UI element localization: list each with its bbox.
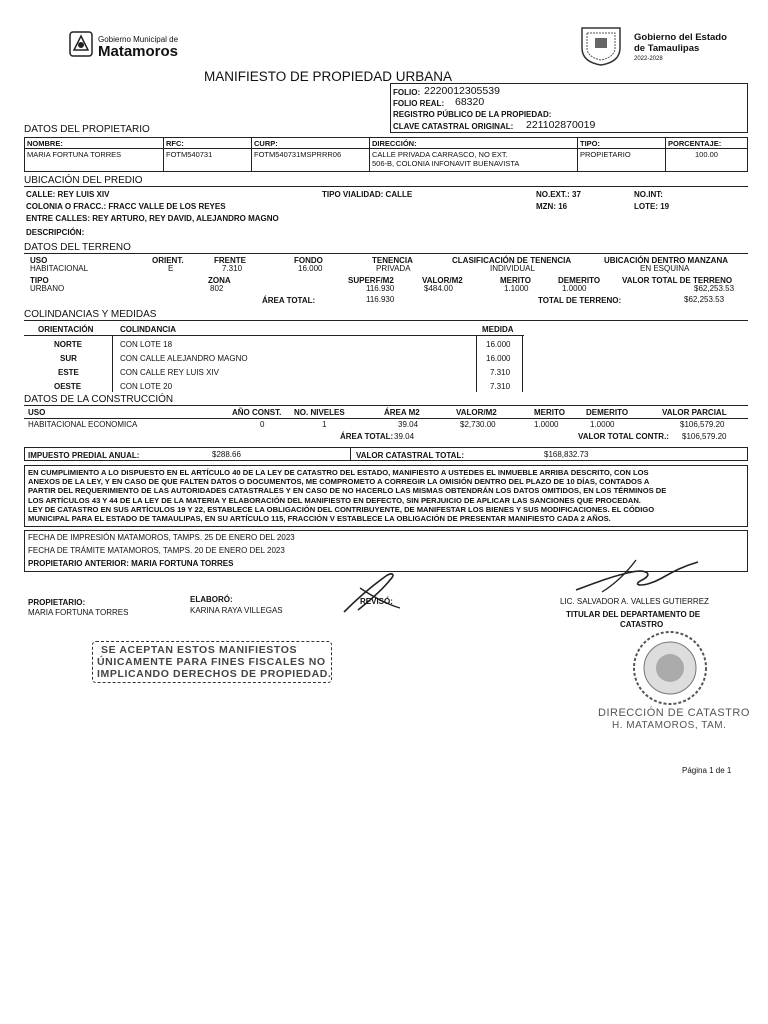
firma-propietario-label: PROPIETARIO: <box>28 598 86 607</box>
terreno-superf-label: SUPERF/M2 <box>348 276 394 285</box>
titular-line2: CATASTRO <box>620 620 664 629</box>
construccion-uso: HABITACIONAL ECONOMICA <box>28 420 138 429</box>
terreno-clasificacion-label: CLASIFICACIÓN DE TENENCIA <box>452 256 572 265</box>
terreno-total-terreno-label: TOTAL DE TERRENO: <box>538 296 622 305</box>
terreno-tipo-label: TIPO <box>30 276 49 285</box>
construccion-header-merito: MERITO <box>534 408 565 417</box>
construccion-area-total-label: ÁREA TOTAL: <box>340 432 394 441</box>
clave-label: CLAVE CATASTRAL ORIGINAL: <box>393 122 514 131</box>
construccion-valor-parcial: $106,579.20 <box>680 420 725 429</box>
seal-line1: DIRECCIÓN DE CATASTRO <box>598 707 750 719</box>
titular-line1: TITULAR DEL DEPARTAMENTO DE <box>566 610 701 619</box>
colindancias-header-divider <box>24 335 524 336</box>
predio-calle: CALLE: REY LUIS XIV <box>26 190 110 199</box>
terreno-total-terreno-value: $62,253.53 <box>684 295 725 304</box>
impuesto-label: IMPUESTO PREDIAL ANUAL: <box>28 451 140 460</box>
colindancias-col-divider-3 <box>522 335 523 392</box>
propietario-anterior: PROPIETARIO ANTERIOR: MARIA FORTUNA TORRES <box>28 559 234 568</box>
fecha-impresion: FECHA DE IMPRESIÓN MATAMOROS, TAMPS. 25 DE ENERO DEL 2023 <box>28 533 295 542</box>
propietario-header-curp: CURP: <box>251 137 370 149</box>
construccion-header-underline <box>24 418 748 419</box>
municipal-emblem-icon <box>68 30 94 58</box>
construccion-area-total-value: 39.04 <box>394 432 415 441</box>
propietario-rfc: FOTM540731 <box>163 148 252 172</box>
municipal-logo <box>68 28 208 62</box>
propietario-curp: FOTM540731MSPRRR06 <box>251 148 370 172</box>
seal-line2: H. MATAMOROS, TAM. <box>612 720 727 731</box>
state-logo <box>578 24 748 68</box>
construccion-header-area: ÁREA M2 <box>384 408 420 417</box>
section-terreno-title: DATOS DEL TERRENO <box>24 242 131 253</box>
section-colindancias-title: COLINDANCIAS Y MEDIDAS <box>24 309 157 320</box>
catastro-seal-icon <box>620 628 720 708</box>
terreno-orient-label: ORIENT. <box>152 256 184 265</box>
colindancia-row-1-orientacion: NORTE <box>54 340 82 349</box>
terreno-divider <box>24 253 748 254</box>
terreno-valorm2-label: VALOR/M2 <box>422 276 463 285</box>
titular-name: LIC. SALVADOR A. VALLES GUTIERREZ <box>560 597 709 606</box>
predio-lote: LOTE: 19 <box>634 202 670 211</box>
predio-entre-calles: ENTRE CALLES: REY ARTURO, REY DAVID, ALEJANDRO MAGNO <box>26 214 279 223</box>
state-logo-line2: de Tamaulipas <box>634 43 700 54</box>
terreno-clasificacion-value: INDIVIDUAL <box>490 264 535 273</box>
propietario-tipo: PROPIETARIO <box>577 148 666 172</box>
folio-real-value: 68320 <box>455 96 485 108</box>
terreno-fondo-label: FONDO <box>294 256 323 265</box>
terreno-valor-total-label: VALOR TOTAL DE TERRENO <box>622 276 733 285</box>
section-predio-title: UBICACIÓN DEL PREDIO <box>24 175 143 186</box>
construccion-niveles: 1 <box>322 420 327 429</box>
predio-mzn: MZN: 16 <box>536 202 568 211</box>
predio-no-ext: NO.EXT.: 37 <box>536 190 581 199</box>
firma-reviso-label: REVISÓ: <box>360 597 393 606</box>
colindancia-row-2-orientacion: SUR <box>60 354 77 363</box>
construccion-merito: 1.0000 <box>534 420 559 429</box>
terreno-zona-label: ZONA <box>208 276 231 285</box>
terreno-demerito-label: DEMERITO <box>558 276 601 285</box>
stamp-line1: SE ACEPTAN ESTOS MANIFIESTOS <box>101 644 298 656</box>
legal-line-5: LEY DE CATASTRO EN SUS ARTÍCULOS 19 Y 22, ESTABLECE LA OBLIGACIÓN DEL CONTRIBUYENTE, DE MANIFESTAR LOS BIENES Y SUS MODIFICACIONES. EL CÓDIGO <box>28 505 655 514</box>
predio-colonia: COLONIA O FRACC.: FRACC VALLE DE LOS REYES <box>26 202 226 211</box>
terreno-merito-label: MERITO <box>500 276 531 285</box>
stamp-line2: ÚNICAMENTE PARA FINES FISCALES NO <box>97 656 326 668</box>
construccion-valorm2: $2,730.00 <box>460 420 496 429</box>
colindancia-row-4-orientacion: OESTE <box>54 382 82 391</box>
colindancia-row-2-colindancia: CON CALLE ALEJANDRO MAGNO <box>120 354 248 363</box>
legal-line-1: EN CUMPLIMIENTO A LO DISPUESTO EN EL ARTÍCULO 40 DE LA LEY DE CATASTRO DEL ESTADO, MANIFIESTO A USTEDES EL INMUEBLE ARRIBA DESCRITO, CON LOS <box>28 468 649 477</box>
construccion-valor-total-label: VALOR TOTAL CONTR.: <box>578 432 669 441</box>
firma-elaboro-label: ELABORÓ: <box>190 595 233 604</box>
terreno-tenencia-label: TENENCIA <box>372 256 413 265</box>
construccion-header-anio: AÑO CONST. <box>232 408 282 417</box>
legal-line-6: MUNICIPAL PARA EL ESTADO DE TAMAULIPAS, EN SU ARTÍCULO 115, FRACCIÓN V ESTABLECE LA OBLIGACIÓN DE PRESENTAR MANIFIESTO CADA 2 AÑOS. <box>28 514 611 523</box>
propietario-header-direccion: DIRECCIÓN: <box>369 137 578 149</box>
impuesto-divider <box>350 447 351 461</box>
propietario-direccion <box>369 148 578 172</box>
folio-label: FOLIO: <box>393 88 421 97</box>
construccion-header-demerito: DEMERITO <box>586 408 629 417</box>
direccion-line2: 506-B, COLONIA INFONAVIT BUENAVISTA <box>372 159 520 168</box>
registro-label: REGISTRO PÚBLICO DE LA PROPIEDAD: <box>393 110 552 119</box>
terreno-ubicacion-label: UBICACIÓN DENTRO MANZANA <box>604 256 728 265</box>
folio-real-label: FOLIO REAL: <box>393 99 445 108</box>
folio-value: 2220012305539 <box>424 85 500 97</box>
colindancia-row-3-medida: 7.310 <box>490 368 511 377</box>
propietario-header-rfc: RFC: <box>163 137 252 149</box>
construccion-demerito: 1.0000 <box>590 420 615 429</box>
construccion-anio: 0 <box>260 420 265 429</box>
page-number: Página 1 de 1 <box>682 766 732 775</box>
propietario-nombre: MARIA FORTUNA TORRES <box>24 148 164 172</box>
construccion-divider <box>24 405 748 406</box>
predio-divider <box>24 186 748 187</box>
terreno-fondo-value: 16.000 <box>298 264 323 273</box>
terreno-area-total-label: ÁREA TOTAL: <box>262 296 316 305</box>
propietario-header-porcentaje: PORCENTAJE: <box>665 137 748 149</box>
clave-value: 22110287001​9 <box>526 119 596 131</box>
legal-line-2: ANEXOS DE LA LEY, Y EN CASO DE QUE FALTEN DATOS O DOCUMENTOS, ME COMPROMETO A CORREGIR LA OMISIÓN DENTRO DEL PLAZO DE 10 DÍAS, CONTADOS A <box>28 477 650 486</box>
colindancia-row-1-colindancia: CON LOTE 18 <box>120 340 173 349</box>
construccion-header-uso: USO <box>28 408 46 417</box>
terreno-ubicacion-value: EN ESQUINA <box>640 264 690 273</box>
terreno-valorm2-value: $484.00 <box>424 284 453 293</box>
municipal-logo-line1: Gobierno Municipal de <box>98 35 179 44</box>
valor-catastral-label: VALOR CATASTRAL TOTAL: <box>356 451 464 460</box>
colindancias-header-colindancia: COLINDANCIA <box>120 325 176 334</box>
terreno-demerito-value: 1.0000 <box>562 284 587 293</box>
terreno-valor-total-value: $62,253.53 <box>694 284 735 293</box>
terreno-uso-value: HABITACIONAL <box>30 264 89 273</box>
terreno-merito-value: 1.1000 <box>504 284 529 293</box>
state-logo-line1: Gobierno del Estado <box>634 32 727 43</box>
colindancia-row-4-medida: 7.310 <box>490 382 511 391</box>
fecha-tramite: FECHA DE TRÁMITE MATAMOROS, TAMPS. 20 DE ENERO DEL 2023 <box>28 546 285 555</box>
colindancias-col-divider-1 <box>112 335 113 392</box>
colindancias-header-orientacion: ORIENTACIÓN <box>38 325 94 334</box>
propietario-porcentaje: 100.00 <box>665 148 748 172</box>
municipal-logo-line2: Matamoros <box>98 43 179 60</box>
direccion-line1: CALLE PRIVADA CARRASCO, NO EXT. <box>372 150 508 159</box>
reviso-signature <box>338 568 418 618</box>
construccion-header-valor-parcial: VALOR PARCIAL <box>662 408 727 417</box>
section-propietario-title: DATOS DEL PROPIETARIO <box>24 124 150 135</box>
propietario-header-tipo: TIPO: <box>577 137 666 149</box>
titular-signature <box>572 556 702 596</box>
valor-catastral-value: $168,832.73 <box>544 450 589 459</box>
construccion-header-niveles: NO. NIVELES <box>294 408 345 417</box>
predio-tipo-vialidad: TIPO VIALIDAD: CALLE <box>322 190 413 199</box>
terreno-zona-value: 802 <box>210 284 224 293</box>
stamp-line3: IMPLICANDO DERECHOS DE PROPIEDAD. <box>97 668 332 680</box>
terreno-frente-value: 7.310 <box>222 264 243 273</box>
firma-propietario-value: MARIA FORTUNA TORRES <box>28 608 129 617</box>
terreno-uso-label: USO <box>30 256 48 265</box>
colindancia-row-4-colindancia: CON LOTE 20 <box>120 382 173 391</box>
terreno-frente-label: FRENTE <box>214 256 246 265</box>
colindancia-row-2-medida: 16.000 <box>486 354 511 363</box>
impuesto-value: $288.66 <box>212 450 241 459</box>
terreno-tipo-value: URBANO <box>30 284 65 293</box>
predio-no-int: NO.INT: <box>634 190 663 199</box>
construccion-valor-total-value: $106,579.20 <box>682 432 727 441</box>
colindancias-col-divider-2 <box>476 335 477 392</box>
colindancia-row-3-colindancia: CON CALLE REY LUIS XIV <box>120 368 219 377</box>
firma-elaboro-value: KARINA RAYA VILLEGAS <box>190 606 283 615</box>
colindancia-row-3-orientacion: ESTE <box>58 368 79 377</box>
legal-line-3: PARTIR DEL REQUERIMIENTO DE LAS AUTORIDADES CATASTRALES Y EN CASO DE NO HACERLO LAS MISMAS OBTENDRÁN LOS DATOS OMITIDOS, EN LOS TÉRMINOS DE <box>28 486 667 495</box>
colindancia-row-1-medida: 16.000 <box>486 340 511 349</box>
state-logo-years: 2022-2028 <box>634 56 663 62</box>
fiscal-stamp <box>92 641 332 683</box>
predio-descripcion: DESCRIPCIÓN: <box>26 228 85 237</box>
state-shield-icon <box>578 24 624 66</box>
terreno-area-total-value: 116.930 <box>366 295 395 304</box>
terreno-tenencia-value: PRIVADA <box>376 264 411 273</box>
propietario-header-nombre: NOMBRE: <box>24 137 164 149</box>
terreno-orient-value: E <box>168 264 174 273</box>
page-title: MANIFIESTO DE PROPIEDAD URBANA <box>204 69 453 84</box>
construccion-area: 39.04 <box>398 420 419 429</box>
section-construccion-title: DATOS DE LA CONSTRUCCIÓN <box>24 394 174 405</box>
legal-line-4: LOS ARTÍCULOS 43 Y 44 DE LA LEY DE LA MATERIA Y ELABORACIÓN DEL MANIFIESTO EN DEFECTO, SIN PERJUICIO DE APLICAR LAS SANCIONES QUE PROCEDAN. <box>28 496 641 505</box>
colindancias-header-medida: MEDIDA <box>482 325 514 334</box>
terreno-superf-value: 116.930 <box>366 284 395 293</box>
construccion-header-valorm2: VALOR/M2 <box>456 408 497 417</box>
